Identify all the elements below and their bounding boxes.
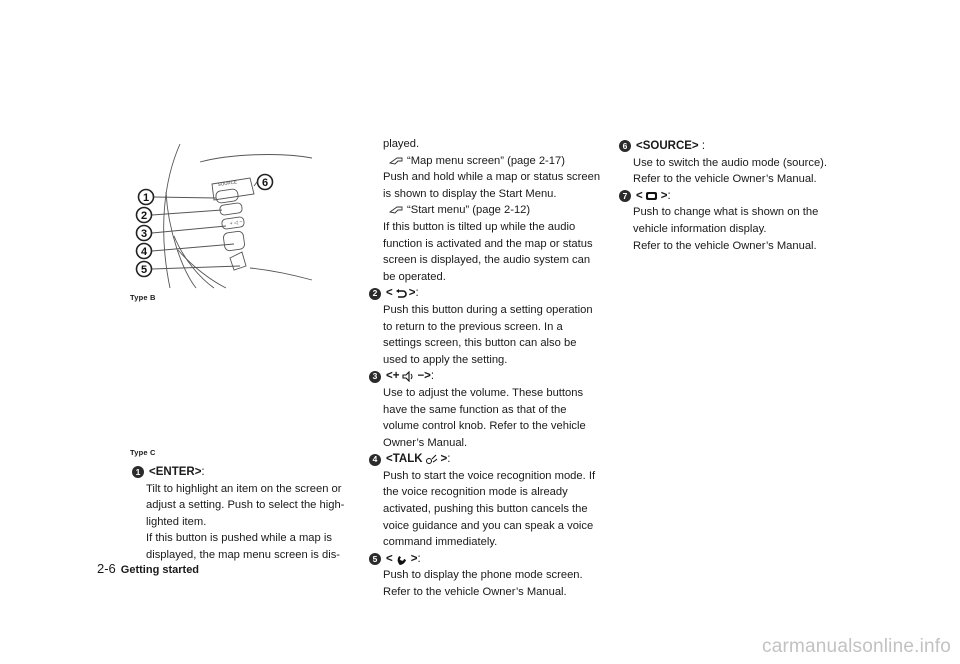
item-3-heading <box>369 368 604 385</box>
svg-text:1: 1 <box>142 192 150 204</box>
colon: : <box>698 140 706 152</box>
colon: : <box>447 453 451 466</box>
source-button-label: <SOURCE> <box>636 140 699 152</box>
body-line: have the same function as that of the <box>383 403 567 416</box>
svg-text:3: 3 <box>140 228 148 240</box>
steering-wheel-illustration <box>130 140 315 290</box>
callout-5 <box>137 262 152 277</box>
body-line: If this button is pushed while a map is <box>146 532 332 545</box>
bracket-close: > <box>660 189 668 202</box>
body-line: displayed, the map menu screen is dis- <box>146 548 341 561</box>
body-line: lighted item. <box>146 515 207 528</box>
body-line: settings screen, this button can also be <box>383 337 577 350</box>
colon: : <box>430 370 435 383</box>
callout-1 <box>139 190 154 205</box>
svg-text:6: 6 <box>261 177 269 189</box>
body-line: is shown to display the Start Menu. <box>383 187 557 200</box>
body-line: command immediately. <box>383 536 498 549</box>
svg-text:4: 4 <box>140 246 148 258</box>
item-number-badge: 7 <box>619 190 631 202</box>
body-line: Push to display the phone mode screen. <box>383 569 583 582</box>
bracket-close: > <box>408 287 416 300</box>
column-3 <box>619 138 854 254</box>
enter-button-label: <ENTER> <box>149 466 202 478</box>
item-5-heading <box>369 551 604 568</box>
callout-4 <box>137 244 152 259</box>
body-line: vehicle information display. <box>633 222 767 235</box>
item-1-heading <box>132 464 357 481</box>
body-line: used to apply the setting. <box>383 353 508 366</box>
item-number-badge: 5 <box>369 553 381 565</box>
type-c-label: Type C <box>130 448 156 457</box>
body-line: Refer to the vehicle Owner’s Manual. <box>633 239 817 252</box>
colon: : <box>667 189 671 202</box>
column-2 <box>369 136 604 601</box>
bracket-open: < <box>386 552 393 565</box>
body-line: Use to switch the audio mode (source). <box>633 156 828 169</box>
item-7-heading <box>619 188 854 205</box>
reference-text: “Map menu screen” (page 2-17) <box>407 154 565 167</box>
cross-reference <box>369 153 604 170</box>
item-number-badge: 4 <box>369 454 381 466</box>
body-line: adjust a setting. Push to select the high- <box>146 499 345 512</box>
section-title: Getting started <box>120 564 200 576</box>
reference-pointer-icon <box>389 205 403 215</box>
bracket-close: −> <box>417 370 431 383</box>
body-line: Use to adjust the volume. These buttons <box>383 386 584 399</box>
bracket-open: < <box>636 189 643 202</box>
reference-text: “Start menu” (page 2-12) <box>407 204 531 217</box>
callout-3 <box>137 226 152 241</box>
body-line: Push to start the voice recognition mode. If <box>383 469 596 482</box>
colon: : <box>201 466 205 478</box>
body-line: voice guidance and you can speak a voice <box>383 519 594 532</box>
item-number-badge: 2 <box>369 288 381 300</box>
body-line: played. <box>383 138 420 150</box>
body-line: activated, pushing this button cancels the <box>383 503 588 516</box>
item-2-heading <box>369 285 604 302</box>
body-line: be operated. <box>383 270 446 283</box>
body-line: Refer to the vehicle Owner’s Manual. <box>633 173 817 186</box>
watermark: carmanualsonline.info <box>762 636 952 657</box>
callout-2 <box>137 208 152 223</box>
svg-text:SOURCE: SOURCE <box>217 179 238 187</box>
svg-text:+ ◁ −: + ◁ − <box>229 219 243 227</box>
bracket-close: > <box>410 552 418 565</box>
body-line: the voice recognition mode is already <box>383 486 568 499</box>
bracket-open: <TALK <box>386 453 423 466</box>
body-line: Push this button during a setting operation <box>383 303 593 316</box>
body-line: volume control knob. Refer to the vehicle <box>383 420 586 433</box>
body-line: Refer to the vehicle Owner’s Manual. <box>383 586 567 599</box>
cross-reference <box>369 202 604 219</box>
body-line: function is activated and the map or status <box>383 237 593 250</box>
bracket-close: > <box>440 453 448 466</box>
callout-6 <box>258 175 273 190</box>
body-line: to return to the previous screen. In a <box>383 320 563 333</box>
colon: : <box>417 552 421 565</box>
body-line: Owner’s Manual. <box>383 436 468 449</box>
body-line: screen is displayed, the audio system can <box>383 254 591 267</box>
type-b-label: Type B <box>130 293 156 302</box>
info-display-icon <box>645 190 659 202</box>
item-4-heading <box>369 451 604 468</box>
volume-icon <box>401 371 415 382</box>
column-1 <box>132 464 357 564</box>
page-footer <box>97 561 199 576</box>
item-number-badge: 6 <box>619 140 631 152</box>
reference-pointer-icon <box>389 156 403 166</box>
body-line: If this button is tilted up while the audio <box>383 220 576 233</box>
phone-icon <box>395 553 409 565</box>
bracket-open: < <box>386 287 393 300</box>
item-number-badge: 3 <box>369 371 381 383</box>
body-line: Tilt to highlight an item on the screen or <box>146 482 342 495</box>
steering-wheel-figure <box>130 140 315 290</box>
item-number-badge: 1 <box>132 466 144 478</box>
svg-text:2: 2 <box>140 210 148 222</box>
item-6-heading <box>619 138 854 155</box>
body-line: Push to change what is shown on the <box>633 206 819 219</box>
colon: : <box>415 287 419 300</box>
bracket-open: <+ <box>386 370 400 383</box>
page-number: 2-6 <box>97 561 116 576</box>
voice-icon <box>425 454 439 465</box>
back-arrow-icon <box>395 288 407 299</box>
body-line: Push and hold while a map or status screen <box>383 171 601 184</box>
svg-text:5: 5 <box>140 264 148 276</box>
